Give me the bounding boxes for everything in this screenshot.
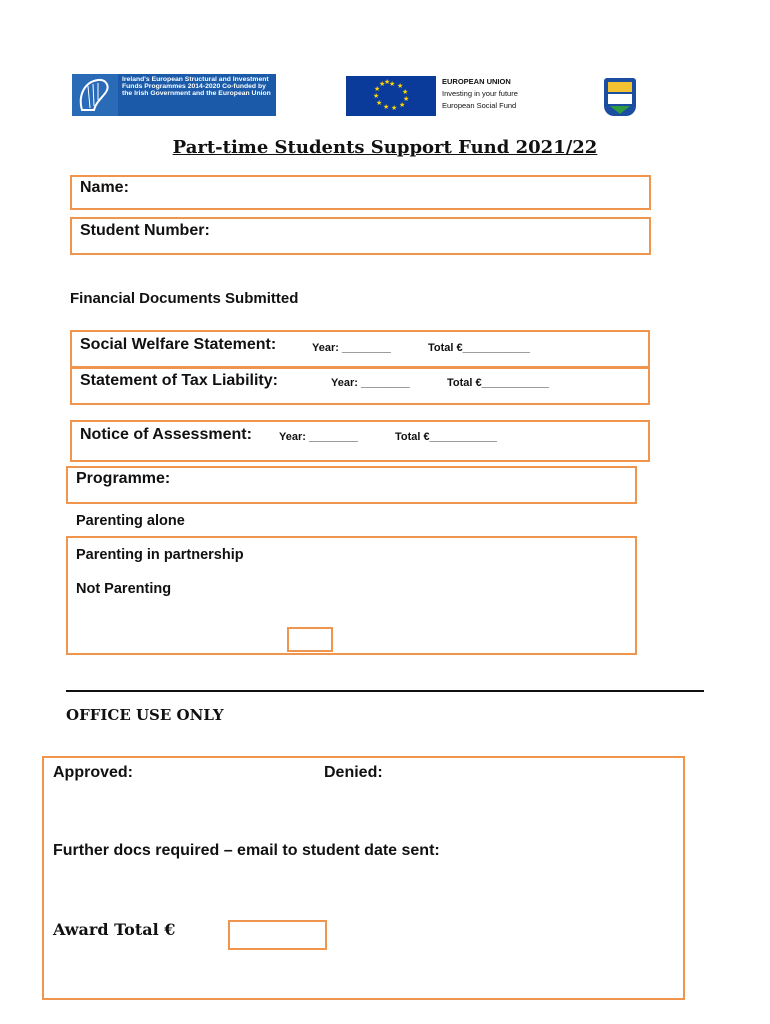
parenting-box xyxy=(66,536,637,655)
eu-line-2: Investing in your future xyxy=(442,89,518,98)
award-total-label: Award Total € xyxy=(53,920,176,939)
eu-flag-icon xyxy=(346,76,436,116)
award-total-input[interactable] xyxy=(228,920,327,950)
svg-text:★: ★ xyxy=(389,80,396,88)
svg-text:★: ★ xyxy=(403,95,410,103)
student-number-field[interactable] xyxy=(70,217,651,255)
social-welfare-label: Social Welfare Statement: xyxy=(80,336,277,353)
financial-heading: Financial Documents Submitted xyxy=(70,290,299,307)
ireland-esif-logo xyxy=(72,74,276,116)
denied-label: Denied: xyxy=(324,764,383,781)
svg-text:★: ★ xyxy=(384,78,391,86)
social-welfare-field[interactable] xyxy=(70,330,650,368)
tax-liability-total: Total €___________ xyxy=(447,377,549,389)
tax-liability-field[interactable] xyxy=(70,367,650,405)
tax-liability-year: Year: ________ xyxy=(331,377,410,389)
ireland-logo-text: Ireland's European Structural and Investment Funds Programmes 2014-2020 Co-funded by the Irish Government and the European Union xyxy=(122,76,271,97)
notice-assessment-total: Total €___________ xyxy=(395,431,497,443)
eu-logo-text xyxy=(442,76,572,112)
notice-assessment-label: Notice of Assessment: xyxy=(80,426,252,443)
ucd-crest-icon xyxy=(604,78,636,116)
eu-line-1: EUROPEAN UNION xyxy=(442,77,511,86)
divider xyxy=(66,690,704,692)
harp-icon xyxy=(72,74,118,116)
eu-line-3: European Social Fund xyxy=(442,101,517,110)
svg-text:★: ★ xyxy=(397,82,404,90)
page-title: Part-time Students Support Fund 2021/22 xyxy=(172,137,598,158)
svg-text:★: ★ xyxy=(402,88,409,96)
svg-text:★: ★ xyxy=(374,85,381,93)
social-welfare-total: Total €___________ xyxy=(428,342,530,354)
programme-field[interactable] xyxy=(66,466,637,504)
student-number-label: Student Number: xyxy=(80,222,210,239)
parenting-partnership-option[interactable]: Parenting in partnership xyxy=(76,547,244,563)
parenting-alone-option[interactable]: Parenting alone xyxy=(76,513,185,529)
approved-label: Approved: xyxy=(53,764,133,781)
social-welfare-year: Year: ________ xyxy=(312,342,391,354)
not-parenting-option[interactable]: Not Parenting xyxy=(76,581,172,597)
office-use-box xyxy=(42,756,685,1000)
svg-text:★: ★ xyxy=(376,99,383,107)
parenting-checkbox[interactable] xyxy=(287,627,333,652)
notice-assessment-year: Year: ________ xyxy=(279,431,358,443)
svg-text:★: ★ xyxy=(373,92,380,100)
name-label: Name: xyxy=(80,179,129,196)
tax-liability-label: Statement of Tax Liability: xyxy=(80,372,278,389)
further-docs-label: Further docs required – email to student date sent: xyxy=(53,842,440,859)
svg-text:★: ★ xyxy=(399,101,406,109)
svg-text:★: ★ xyxy=(379,80,386,88)
notice-assessment-field[interactable] xyxy=(70,420,650,462)
programme-label: Programme: xyxy=(76,470,171,487)
name-field[interactable] xyxy=(70,175,651,210)
office-use-heading: OFFICE USE ONLY xyxy=(66,706,224,724)
svg-text:★: ★ xyxy=(383,103,390,111)
svg-text:★: ★ xyxy=(391,104,398,112)
